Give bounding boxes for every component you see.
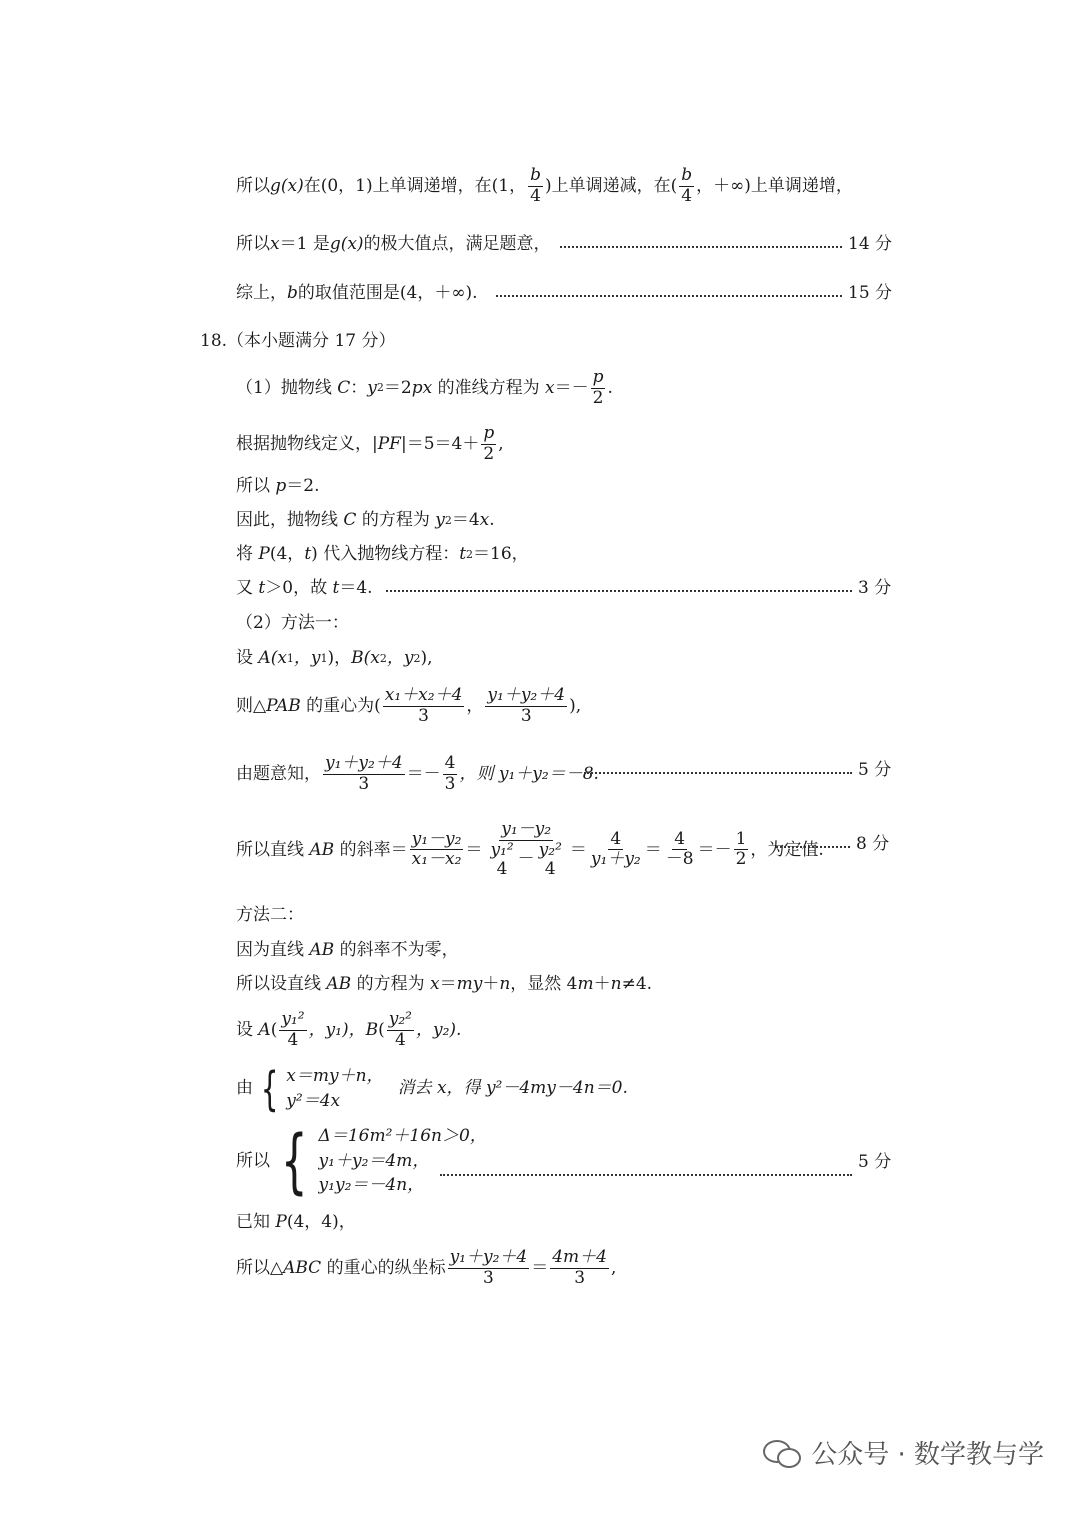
dot-leader	[440, 1174, 852, 1176]
subscript: 1	[286, 651, 294, 665]
text-line	[236, 905, 304, 925]
text-line	[236, 424, 504, 464]
math-var: y	[367, 377, 377, 398]
text: )上单调递减，在(	[544, 175, 678, 196]
text: 在(0，1)上单调递增，在(1，	[303, 175, 527, 196]
score-label: 5 分	[858, 1152, 892, 1172]
text: ＝－	[554, 377, 589, 398]
math-var: B	[351, 648, 364, 668]
text: )，	[327, 648, 352, 668]
text: －	[517, 849, 535, 870]
equation: x＝my＋n，	[286, 1066, 384, 1086]
fraction	[589, 830, 643, 870]
denominator: x₁－x₂	[411, 849, 462, 870]
fraction	[383, 686, 465, 726]
fraction	[279, 1010, 306, 1050]
dot-leader	[560, 246, 842, 248]
text: ＝4	[451, 510, 480, 530]
subscript: 2	[413, 651, 421, 665]
text: （2）方法一：	[236, 613, 349, 633]
text-line	[236, 686, 581, 726]
math-var: AB	[309, 940, 335, 960]
math-var: x	[430, 974, 440, 994]
denominator: －8	[665, 849, 694, 870]
numerator: y₁＋y₂＋4	[449, 1247, 528, 1267]
text: 所以	[236, 476, 270, 496]
text: 的重心的纵坐标	[326, 1257, 446, 1278]
math-var: AB	[309, 839, 335, 860]
text-line	[236, 166, 853, 206]
denominator: 3	[482, 1267, 494, 1288]
text: ，为定值.	[750, 839, 824, 860]
text-line	[236, 510, 495, 530]
math-var: g(x)	[270, 175, 304, 196]
math-var: |PF|	[372, 433, 407, 454]
text: 综上，	[236, 283, 287, 303]
fraction	[664, 830, 696, 870]
text: ,	[611, 1257, 617, 1278]
text: ≠4.	[621, 974, 653, 994]
text: 设	[236, 648, 253, 668]
text: ，y₁)，	[308, 1019, 366, 1040]
denominator: 2	[735, 849, 747, 870]
math-var: y	[435, 510, 445, 530]
text: 则△	[236, 695, 267, 716]
wechat-icon	[763, 1438, 801, 1468]
account-name: 公众号 · 数学教与学	[811, 1440, 1044, 1470]
fraction	[387, 1010, 414, 1050]
exponent: 2	[466, 547, 474, 561]
math-var: B	[365, 1019, 379, 1040]
equation: Δ＝16m²＋16n＞0，	[318, 1126, 487, 1146]
math-var: x	[544, 377, 555, 398]
text: ＝	[439, 974, 457, 994]
fraction	[528, 166, 543, 206]
left-brace: {	[260, 1061, 279, 1116]
text-line	[236, 974, 652, 994]
fraction	[484, 820, 567, 880]
text-line	[236, 754, 599, 794]
math-var: ，y	[293, 648, 321, 668]
text-line	[236, 648, 433, 668]
numerator: y₁²	[281, 1009, 305, 1029]
text: 消去 x，得 y²－4my－4n＝0.	[397, 1078, 628, 1099]
text: (4，	[269, 544, 305, 564]
math-var: px	[411, 377, 433, 398]
text: ＝1 是	[279, 234, 330, 254]
text: ＝－	[697, 839, 732, 860]
text: ＝2	[383, 377, 412, 398]
math-var: PAB	[266, 695, 301, 716]
math-var: t	[332, 578, 340, 598]
text-line	[236, 578, 373, 598]
dot-leader	[496, 295, 842, 297]
math-var: m	[577, 974, 594, 994]
text: 将	[236, 544, 253, 564]
text: ＝	[569, 839, 587, 860]
math-var: C	[337, 377, 351, 398]
text: ，	[466, 695, 484, 716]
score-label: 14 分	[848, 234, 893, 254]
fraction	[485, 686, 567, 726]
fraction	[443, 754, 458, 794]
text: (4，4)，	[286, 1212, 356, 1232]
text: 的方程为	[361, 510, 430, 530]
math-var: n	[499, 974, 511, 994]
numerator: 4	[610, 828, 622, 849]
numerator: x₁＋x₂＋4	[384, 685, 463, 705]
text: 的准线方程为	[437, 377, 540, 398]
text: ＝5＝4＋	[406, 433, 480, 454]
fraction	[591, 368, 606, 408]
score-label: 15 分	[848, 283, 893, 303]
denominator: 4	[681, 185, 693, 206]
text-line	[236, 1010, 461, 1050]
text: 根据抛物线定义，	[236, 433, 372, 454]
numerator: b	[681, 165, 693, 185]
text: 因为直线	[236, 940, 304, 960]
dot-leader	[776, 846, 850, 848]
denominator: y₁＋y₂	[590, 849, 641, 870]
text-line	[236, 234, 551, 254]
text: ，则 y₁＋y₂＝－8.	[459, 763, 599, 784]
numerator: y₁＋y₂＋4	[325, 753, 403, 773]
fraction	[488, 841, 515, 880]
text: （1）抛物线	[236, 377, 332, 398]
text: ＝16，	[473, 544, 529, 564]
equation-system	[319, 1124, 487, 1198]
text: ＝4.	[339, 578, 373, 598]
text: 的方程为	[356, 974, 425, 994]
numerator: p	[483, 423, 495, 443]
text: ＝	[465, 839, 483, 860]
text: 的斜率＝	[339, 839, 408, 860]
equation: y₁＋y₂＝4m，	[318, 1150, 430, 1171]
numerator: 4	[444, 753, 456, 773]
exponent: 2	[444, 513, 452, 527]
math-var: x	[479, 510, 490, 530]
math-var: P	[275, 1212, 287, 1232]
text: ),	[420, 648, 433, 668]
text: ，＋∞)上单调递增，	[696, 175, 853, 196]
text-line	[236, 283, 478, 303]
denominator	[484, 841, 567, 880]
subscript: 1	[320, 651, 328, 665]
math-var: g(x)	[329, 234, 364, 254]
math-var: n	[610, 974, 622, 994]
math-var: t	[258, 578, 266, 598]
text-line	[236, 940, 459, 960]
text: 的重心为(	[306, 695, 381, 716]
fraction	[323, 754, 405, 794]
text-line	[236, 1119, 501, 1202]
text: .	[489, 510, 495, 530]
subscript: 2	[379, 651, 387, 665]
question-heading	[200, 331, 395, 351]
score-label: 5 分	[858, 760, 892, 780]
numerator: 4	[674, 828, 686, 849]
text: ＝	[644, 839, 662, 860]
numerator: y₁－y₂	[501, 819, 552, 839]
text-line	[236, 1248, 616, 1288]
text: 因此，抛物线	[236, 510, 338, 530]
question-title: 18.（本小题满分 17 分）	[200, 331, 396, 351]
text: ，显然 4	[510, 974, 578, 994]
text: 所以△	[236, 1257, 284, 1278]
text: 已知	[236, 1212, 270, 1232]
denominator: 3	[574, 1267, 586, 1288]
numerator: y₁－y₂	[411, 828, 462, 849]
math-var: A	[258, 648, 271, 668]
fraction	[550, 1248, 609, 1288]
text: 设	[236, 1019, 253, 1040]
numerator: 4m＋4	[552, 1247, 607, 1267]
dot-leader	[386, 590, 852, 592]
math-var: ，y	[386, 648, 414, 668]
math-var: b	[287, 283, 298, 303]
text-line	[236, 1212, 356, 1232]
denominator: 3	[520, 705, 532, 726]
text: ＋	[593, 974, 611, 994]
denominator: 3	[358, 773, 370, 794]
denominator: 3	[444, 773, 456, 794]
fraction	[448, 1248, 530, 1288]
denominator: 4	[530, 185, 541, 206]
math-var: (x	[270, 648, 287, 668]
text: (	[270, 1019, 278, 1040]
text: ) 代入抛物线方程：	[311, 544, 460, 564]
text: 所以	[236, 175, 270, 196]
numerator: 1	[735, 828, 747, 849]
text: 方法二：	[236, 905, 304, 925]
text: 的极大值点，满足题意，	[363, 234, 551, 254]
text: .	[607, 377, 613, 398]
text-line	[236, 476, 320, 496]
denominator: 3	[418, 705, 429, 726]
fraction	[679, 166, 694, 206]
fraction	[410, 830, 464, 870]
dot-leader	[584, 772, 852, 774]
equation-system	[286, 1064, 383, 1113]
text-line	[236, 613, 349, 633]
text: (	[378, 1019, 385, 1040]
equation: y₁y₂＝－4n，	[318, 1175, 425, 1196]
text: ＝	[531, 1257, 549, 1278]
math-var: C	[343, 510, 357, 530]
score-label: 8 分	[856, 834, 890, 854]
text: 又	[236, 578, 253, 598]
text: 所以	[236, 234, 270, 254]
math-var: t	[459, 544, 467, 564]
score-label: 3 分	[858, 578, 892, 598]
text: ＝－	[406, 763, 441, 784]
math-var: t	[304, 544, 312, 564]
math-var: AB	[326, 974, 352, 994]
text-line	[236, 544, 529, 564]
text: 的斜率不为零，	[339, 940, 459, 960]
fraction	[481, 424, 496, 464]
fraction	[537, 841, 564, 880]
numerator: p	[592, 367, 604, 387]
wechat-watermark	[763, 1434, 1044, 1471]
math-var: p	[275, 476, 287, 496]
text: 所以	[236, 1150, 270, 1171]
text: 所以直线	[236, 839, 304, 860]
denominator: 4	[496, 859, 508, 880]
text: ),	[569, 695, 582, 716]
numerator: y₁²	[490, 839, 514, 860]
denominator: 2	[592, 387, 604, 408]
denominator: 2	[483, 443, 495, 464]
numerator: y₂²	[388, 1009, 412, 1029]
numerator: b	[530, 165, 541, 185]
text: ＝2.	[286, 476, 320, 496]
left-brace: {	[280, 1119, 308, 1202]
text: 所以设直线	[236, 974, 321, 994]
denominator: 4	[544, 859, 556, 880]
equation: y²＝4x	[286, 1090, 341, 1111]
math-var: my	[456, 974, 483, 994]
math-var: (x	[363, 648, 380, 668]
exponent: 2	[376, 381, 384, 395]
math-var: ABC	[283, 1257, 322, 1278]
math-var: P	[258, 544, 270, 564]
text: 的取值范围是(4，＋∞).	[297, 283, 478, 303]
denominator: 4	[394, 1029, 406, 1050]
fraction	[734, 830, 749, 870]
denominator: 4	[287, 1029, 299, 1050]
text: 由	[236, 1078, 253, 1099]
text-line	[236, 368, 613, 408]
text-line	[236, 1061, 628, 1116]
text: ：	[350, 377, 368, 398]
text: 由题意知，	[236, 763, 321, 784]
numerator: y₂²	[538, 839, 562, 860]
math-var: x	[270, 234, 280, 254]
text-line	[236, 820, 824, 880]
text: ＋	[482, 974, 500, 994]
text: ,	[498, 433, 504, 454]
numerator: y₁＋y₂＋4	[487, 685, 566, 705]
math-var: A	[258, 1019, 271, 1040]
text: ，y₂).	[416, 1019, 462, 1040]
text: ＞0，故	[265, 578, 328, 598]
